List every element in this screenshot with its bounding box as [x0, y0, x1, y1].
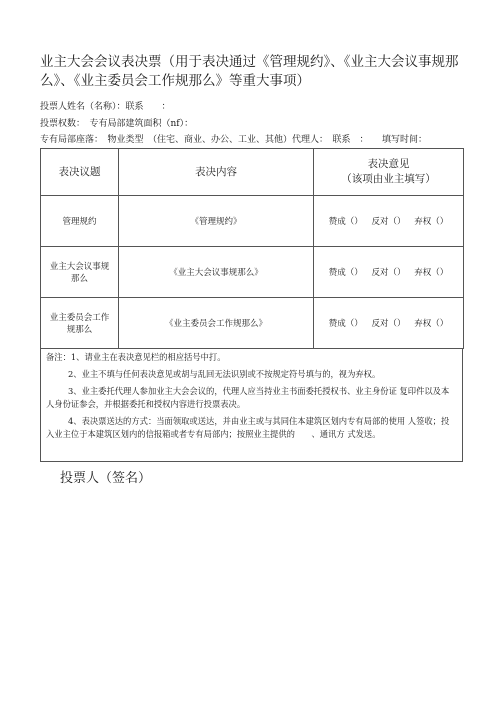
oppose-choice[interactable]: 反对（） [371, 217, 406, 227]
abstain-choice[interactable]: 弃权（） [414, 217, 449, 227]
table-row [41, 247, 464, 298]
row-content: 《管理规约》 [119, 196, 314, 247]
header-opinion [314, 149, 464, 196]
document-title: 业主大会会议表决票（用于表决通过《管理规约》、《业主大会议事规那么》、《业主委员会工作规那么》等重大事项） [40, 54, 459, 89]
table-header-row [41, 149, 464, 196]
row-topic: 管理规约 [41, 196, 119, 247]
abstain-choice[interactable]: 弃权（） [414, 319, 449, 329]
note-item-3: 3、业主委托代理人参加业主大会会议的，代理人应当持业主书面委托授权书、业主身份证 复印件以及本人身份证参会，并根据委托和授权内容进行投票表决。 [46, 386, 450, 409]
signer-label: 投票人（签名） [60, 471, 152, 486]
abstain-choice[interactable]: 弃权（） [414, 268, 449, 278]
notes-label: 备注： [46, 352, 71, 362]
row-content: 《业主大会议事规那么》 [119, 247, 314, 298]
header-content: 表决内容 [119, 149, 314, 196]
table-row [41, 298, 464, 349]
row-topic: 业主大会议事规 那么 [41, 247, 119, 298]
header-opinion-line1: 表决意见 [367, 158, 410, 170]
oppose-choice[interactable]: 反对（） [371, 268, 406, 278]
note-item-4: 4、表决票送达的方式：当面领取或送达，并由业主或与其同住本建筑区划内专有局部的使用 人签收；投入业主位于本建筑区划内的信报箱或者专有局部内；按照业主提供的 、通讯方 式发送。 [46, 416, 450, 439]
voter-name-line: 投票人姓名（名称）：联系 ： [40, 102, 171, 112]
approve-choice[interactable]: 赞成（） [328, 217, 363, 227]
note-item-2: 2、业主不填与任何表决意见或胡与乱回无法识别或不按规定符号填与的，视为弃权。 [68, 369, 381, 379]
approve-choice[interactable]: 赞成（） [328, 268, 363, 278]
voting-rights-line: 投票权数： 专有局部建筑面积（nf）： [40, 119, 194, 129]
oppose-choice[interactable]: 反对（） [371, 319, 406, 329]
vote-choices [314, 196, 464, 247]
row-content: 《业主委员会工作规那么》 [119, 298, 314, 349]
header-topic: 表决议题 [41, 149, 119, 196]
row-topic: 业主委员会工作 规那么 [41, 298, 119, 349]
vote-choices [314, 298, 464, 349]
notes-box [40, 349, 463, 462]
vote-choices [314, 247, 464, 298]
note-item-1: 备注：1、请业主在表决意见栏的相应括号中打。 [46, 352, 226, 362]
header-opinion-line2: （该项由业主填写） [341, 173, 436, 185]
table-row [41, 196, 464, 247]
property-location-line: 专有局部座落： 物业类型 （住宅、商业、办公、工业、其他）代理人： 联系 ： 填写时间： [40, 135, 428, 145]
approve-choice[interactable]: 赞成（） [328, 319, 363, 329]
ballot-table [40, 148, 464, 349]
